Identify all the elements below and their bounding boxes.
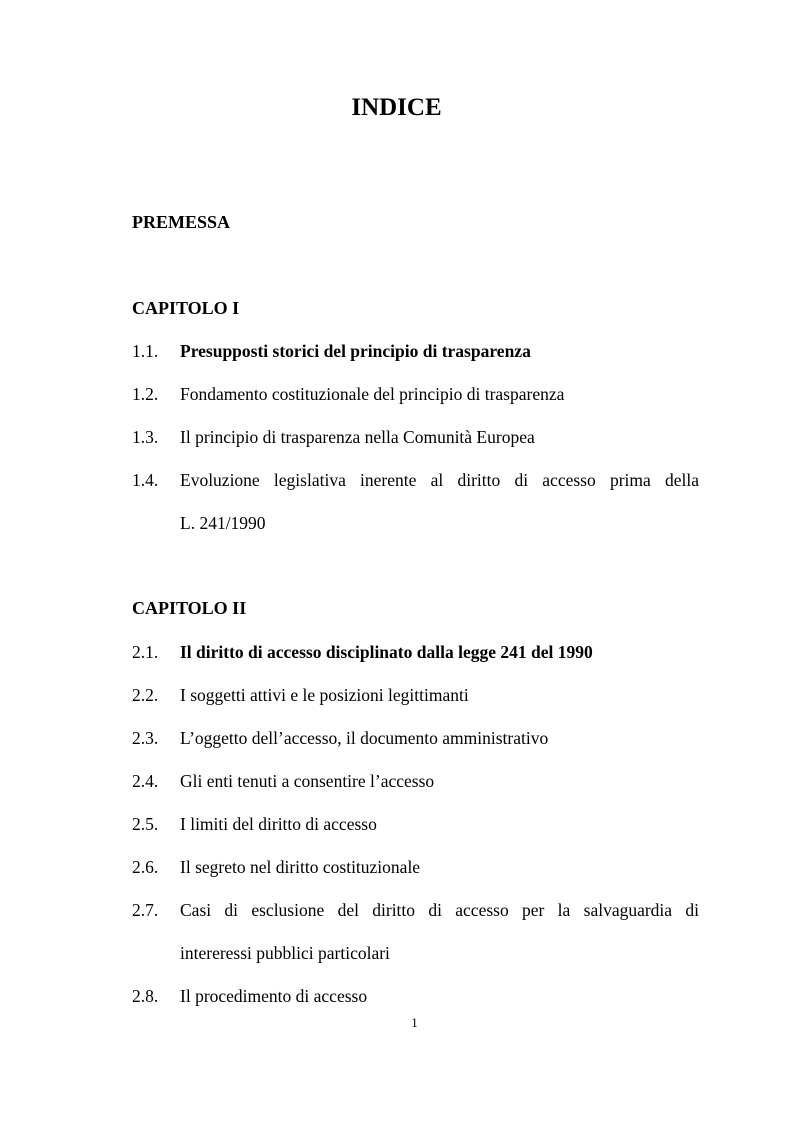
toc-entry-number: 2.1. [132,642,159,662]
toc-entry [132,642,699,663]
toc-entry-number: 2.5. [132,814,159,834]
toc-entry [132,900,699,921]
toc-entry [132,986,699,1007]
toc-entry [132,384,699,405]
toc-entry-title: I soggetti attivi e le posizioni legittimanti [180,685,469,705]
toc-entry [132,814,699,835]
toc-entry-number: 1.3. [132,427,159,447]
toc-entry-title: L’oggetto dell’accesso, il documento amministrativo [180,728,549,748]
chapter-2-heading: CAPITOLO II [132,598,247,618]
toc-entry-number: 1.4. [132,470,159,490]
toc-entry-continuation: L. 241/1990 [180,513,266,533]
toc-entry [132,341,699,362]
toc-entry [132,427,699,448]
toc-entry-title: Il principio di trasparenza nella Comunità Europea [180,427,535,447]
toc-entry-title: Evoluzione legislativa inerente al diritto di accesso prima della [180,470,699,490]
toc-entry [132,728,699,749]
toc-entry [132,470,699,491]
toc-entry-number: 1.1. [132,341,159,361]
page-title: INDICE [351,94,442,121]
toc-entry-number: 2.6. [132,857,159,877]
toc-entry-title: Casi di esclusione del diritto di accesso per la salvaguardia di [180,900,699,920]
toc-entry-title: Il segreto nel diritto costituzionale [180,857,421,877]
toc-entry-number: 2.8. [132,986,159,1006]
toc-entry-title: Presupposti storici del principio di trasparenza [180,341,531,361]
toc-entry-number: 2.2. [132,685,159,705]
toc-entry-number: 2.4. [132,771,159,791]
toc-entry [132,685,699,706]
toc-entry-title: Il procedimento di accesso [180,986,368,1006]
toc-entry-number: 1.2. [132,384,159,404]
page-number: 1 [411,1015,418,1030]
toc-entry [132,771,699,792]
toc-entry-continuation: intereressi pubblici particolari [180,943,390,963]
toc-entry-number: 2.7. [132,900,159,920]
toc-entry-title: Fondamento costituzionale del principio di trasparenza [180,384,565,404]
section-premessa: PREMESSA [132,212,231,232]
toc-entry-title: Gli enti tenuti a consentire l’accesso [180,771,435,791]
toc-entry [132,857,699,878]
toc-entry-title: I limiti del diritto di accesso [180,814,377,834]
chapter-1-heading: CAPITOLO I [132,298,240,318]
toc-entry-number: 2.3. [132,728,159,748]
toc-entry-title: Il diritto di accesso disciplinato dalla legge 241 del 1990 [180,642,593,662]
